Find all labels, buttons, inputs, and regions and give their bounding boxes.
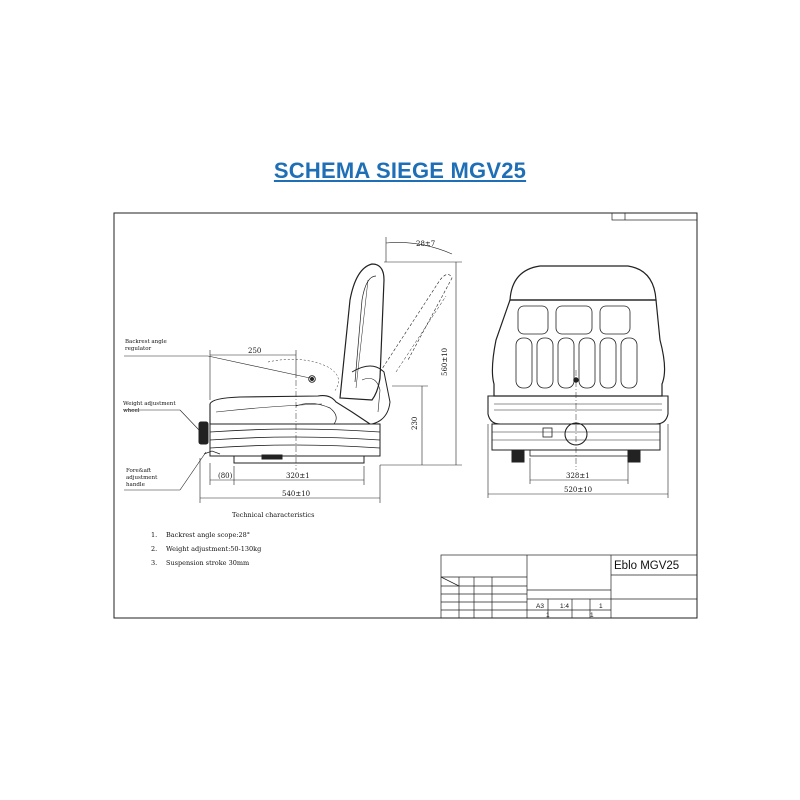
tech-item-2: Weight adjustment:50-130kg [166, 545, 262, 553]
title-block-scale: 1:4 [560, 603, 570, 610]
dim-lower-height: 230 [411, 416, 419, 430]
dim-rail-offset: (80) [218, 472, 233, 480]
title-block-row-b: 1 [590, 612, 594, 619]
label-foreaft-line3: handle [126, 482, 145, 488]
side-view [199, 264, 452, 470]
label-weight-line1: Weight adjustment [123, 401, 176, 407]
front-view [488, 266, 668, 470]
dim-front-rail: 328±1 [566, 472, 590, 480]
dim-height: 560±10 [441, 347, 449, 376]
revision-strip [612, 213, 697, 220]
tech-num-3: 3. [151, 559, 158, 567]
title-block-row-a: 1 [546, 612, 550, 619]
dim-rail: 320±1 [286, 472, 310, 480]
dim-front-width: 520±10 [564, 486, 593, 494]
tech-heading: Technical characteristics [232, 511, 315, 519]
title-block-name: Eblo MGV25 [614, 560, 680, 572]
dim-depth: 250 [248, 347, 262, 355]
tech-item-1: Backrest angle scope:28° [166, 531, 251, 539]
label-backrest-line1: Backrest angle [125, 339, 167, 345]
dim-angle: 28±7 [416, 240, 436, 248]
label-backrest-line2: regulator [125, 346, 152, 352]
title-block-sheet: 1 [599, 603, 603, 610]
title-block-format: A3 [536, 603, 544, 610]
label-foreaft-line1: Fore&aft [126, 468, 152, 474]
label-foreaft-line2: adjustment [126, 475, 158, 481]
drawing-frame [114, 213, 697, 618]
tech-item-3: Suspension stroke 30mm [166, 559, 250, 567]
label-weight-line2: wheel [123, 408, 140, 414]
tech-num-1: 1. [151, 531, 158, 539]
label-leaders [124, 356, 310, 490]
tech-num-2: 2. [151, 545, 158, 553]
dim-length: 540±10 [282, 490, 311, 498]
page-title: SCHEMA SIEGE MGV25 [273, 158, 527, 183]
